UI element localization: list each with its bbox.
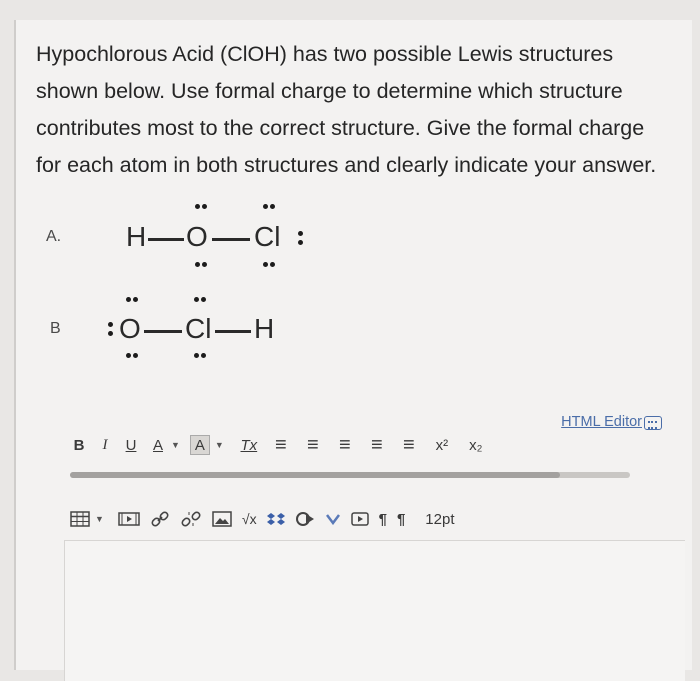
- atom-cl: Cl: [254, 221, 281, 252]
- question-line: for each atom in both structures and clearly indicate your answer.: [36, 153, 657, 177]
- chevron-down-icon[interactable]: [325, 506, 341, 532]
- paragraph-rtl-icon[interactable]: ¶: [396, 510, 406, 528]
- align-right-button[interactable]: ≡: [339, 433, 351, 456]
- subscript-button[interactable]: x₂: [469, 436, 483, 454]
- underline-button[interactable]: U: [125, 436, 137, 454]
- paragraph-ltr-icon[interactable]: ¶: [378, 510, 387, 528]
- atom-h: H: [254, 313, 275, 344]
- equation-icon[interactable]: √x: [241, 511, 257, 527]
- chevron-down-icon[interactable]: ▼: [171, 440, 180, 450]
- align-left-button[interactable]: ≡: [275, 433, 287, 456]
- font-color-button[interactable]: A: [152, 436, 163, 454]
- lone-pair: [263, 204, 275, 209]
- atom-o: O: [186, 221, 208, 252]
- dropbox-icon[interactable]: [267, 506, 285, 532]
- editor-text-area[interactable]: [64, 540, 685, 681]
- question-line: Hypochlorous Acid (ClOH) has two possible Lewis structures: [36, 42, 614, 66]
- indent-button[interactable]: ≡: [403, 433, 415, 456]
- table-icon[interactable]: [70, 506, 90, 532]
- lone-pair: [126, 297, 138, 302]
- bond: [144, 330, 182, 333]
- italic-button[interactable]: I: [102, 436, 108, 453]
- option-label-a: A.: [46, 228, 62, 245]
- atom-o: O: [119, 313, 141, 344]
- lone-pair: [126, 353, 138, 358]
- insert-toolbar: [70, 504, 670, 534]
- lone-pair: [194, 297, 206, 302]
- chevron-down-icon[interactable]: ▼: [214, 440, 224, 450]
- share-icon[interactable]: [295, 506, 315, 532]
- option-label-b: B: [50, 320, 61, 337]
- atom-cl: Cl: [185, 313, 212, 344]
- keyboard-icon[interactable]: [644, 416, 662, 430]
- unlink-icon[interactable]: [180, 506, 202, 532]
- lone-pair: [194, 353, 206, 358]
- clear-formatting-button[interactable]: Tx: [240, 436, 258, 454]
- formatting-toolbar: [70, 430, 670, 460]
- lone-pair: [298, 231, 303, 245]
- lone-pair: [263, 262, 275, 267]
- question-line: contributes most to the correct structure. Give the formal charge: [36, 116, 645, 140]
- bond: [215, 330, 251, 333]
- question-card: [14, 20, 692, 670]
- lone-pair: [108, 322, 113, 336]
- chevron-down-icon[interactable]: ▼: [95, 514, 104, 524]
- lone-pair: [195, 262, 207, 267]
- link-icon[interactable]: [150, 506, 170, 532]
- align-center-button[interactable]: ≡: [307, 433, 319, 456]
- background-color-button[interactable]: A: [190, 435, 210, 455]
- atom-h: H: [126, 221, 147, 252]
- lone-pair: [195, 204, 207, 209]
- bond: [212, 238, 250, 241]
- question-text: [36, 36, 686, 184]
- html-editor-link[interactable]: HTML Editor: [561, 414, 642, 430]
- outdent-button[interactable]: ≡: [371, 433, 383, 456]
- superscript-button[interactable]: x²: [435, 436, 449, 454]
- font-size-select[interactable]: 12pt: [425, 510, 455, 528]
- toolbar-scrollbar-thumb[interactable]: [70, 472, 560, 478]
- video-icon[interactable]: [351, 506, 369, 532]
- bold-button[interactable]: B: [73, 436, 85, 454]
- bond: [148, 238, 184, 241]
- image-icon[interactable]: [212, 506, 232, 532]
- question-line: shown below. Use formal charge to determine which structure: [36, 79, 623, 103]
- media-icon[interactable]: [118, 506, 140, 532]
